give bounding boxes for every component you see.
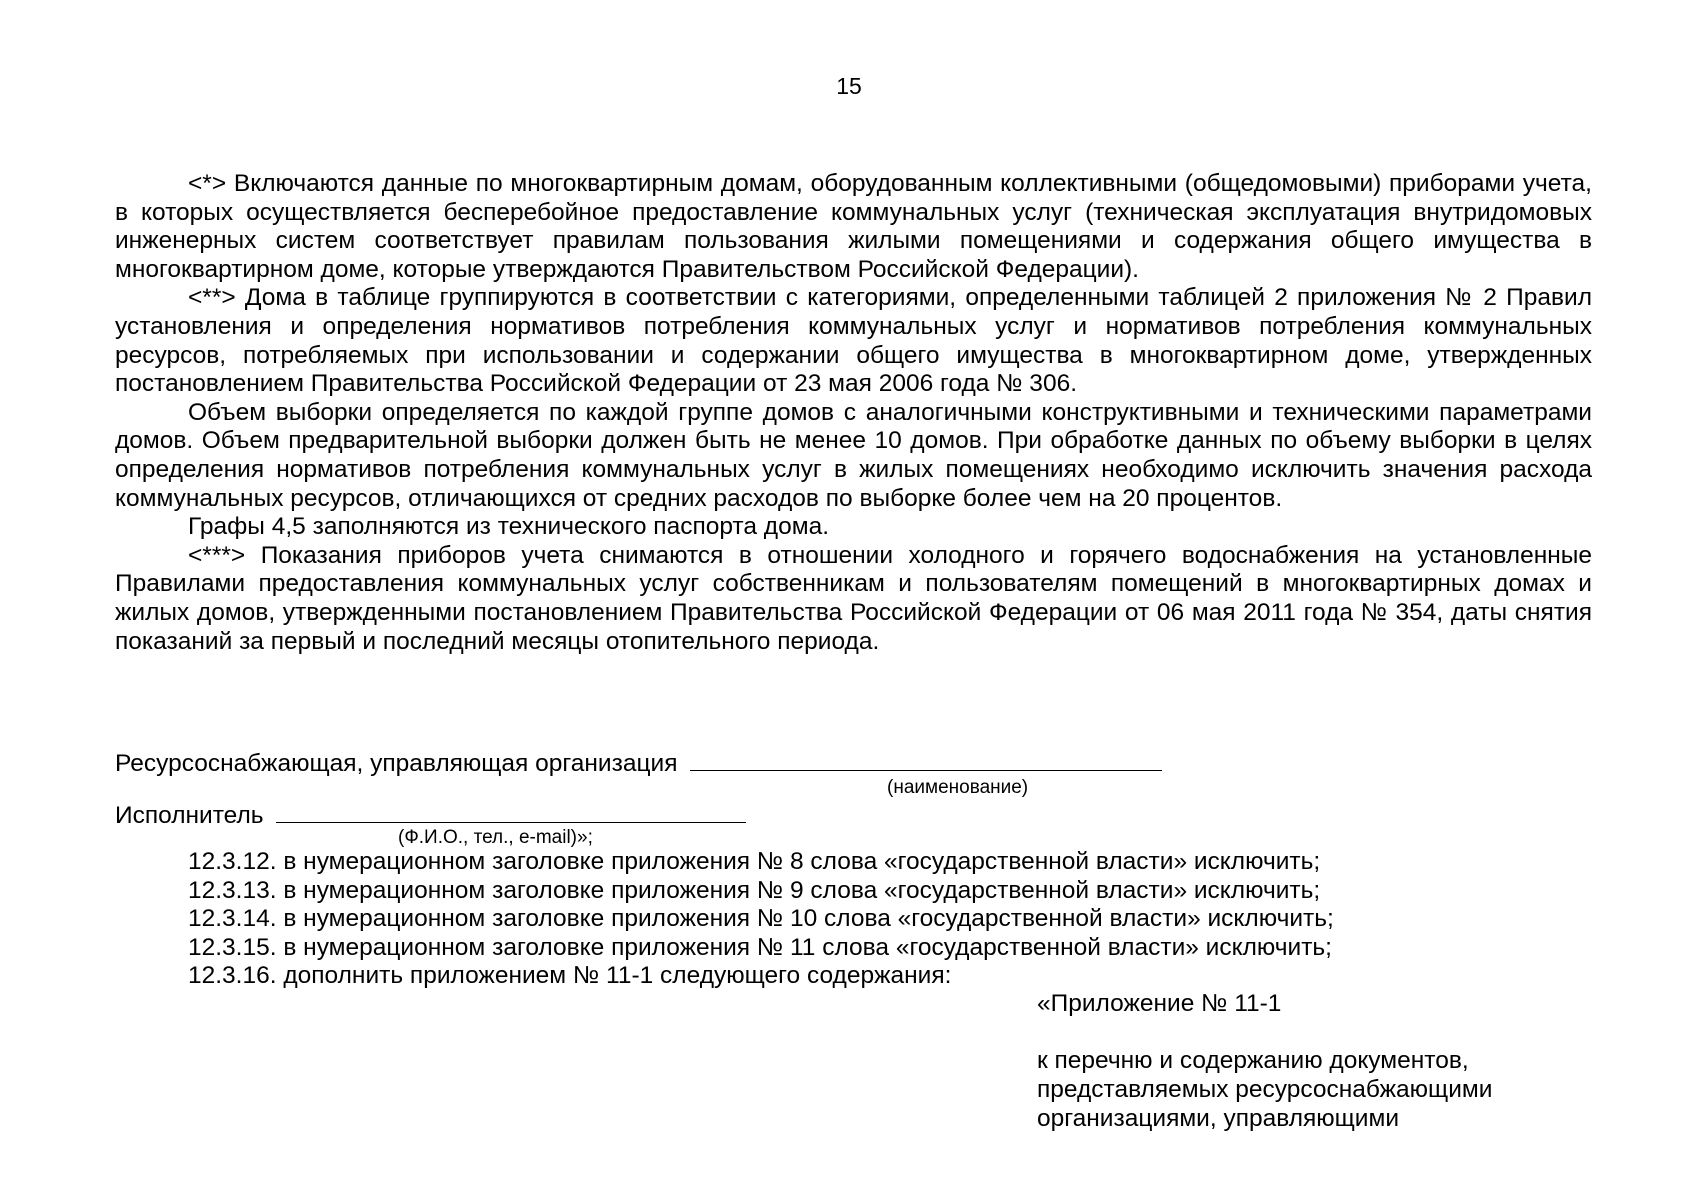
footnotes-section [115, 170, 1592, 656]
amendment-item: 12.3.14. в нумерационном заголовке приложения № 10 слова «государственной власти» исключить; [188, 905, 1334, 933]
appendix-line: организациями, управляющими [1037, 1105, 1400, 1132]
amendment-item: 12.3.16. дополнить приложением № 11-1 следующего содержания: [188, 962, 952, 990]
footnote-paragraph-2: <**> Дома в таблице группируются в соответствии с категориями, определенными таблицей 2 приложения № 2 Правил установления и определения нормативов потребления коммунальных услуг и нормативов потребления коммунальных ресурсов, потребляемых при использовании и содержании общего имущества в многоквартирном доме, утвержденных постановлением Правительства Российской Федерации от 23 мая 2006 года № 306. [115, 284, 1592, 398]
amendment-item: 12.3.15. в нумерационном заголовке приложения № 11 слова «государственной власти» исключить; [188, 933, 1332, 961]
amendment-item: 12.3.12. в нумерационном заголовке приложения № 8 слова «государственной власти» исключить; [188, 848, 1321, 875]
executor-label: Исполнитель [115, 802, 264, 829]
organization-blank-line [690, 746, 1162, 771]
organization-signature-row [115, 746, 1162, 779]
amendment-item: 12.3.13. в нумерационном заголовке приложения № 9 слова «государственной власти» исключить; [188, 876, 1321, 904]
organization-caption: (наименование) [887, 777, 1029, 798]
footnote-paragraph-3: <***> Показания приборов учета снимаются в отношении холодного и горячего водоснабжения на установленные Правилами предоставления коммунальных услуг собственникам и пользователям помещений в многоквартирных домах и жилых домов, утвержденными постановлением Правительства Российской Федерации от 06 мая 2011 года № 354, даты снятия показаний за первый и последний месяцы отопительного периода. [115, 541, 1592, 655]
appendix-title: «Приложение № 11-1 [1037, 990, 1282, 1017]
executor-blank-line [276, 798, 746, 823]
amendments-list [188, 848, 1334, 991]
footnote-paragraph-1: <*> Включаются данные по многоквартирным домам, оборудованным коллективными (общедомовыми) приборами учета, в которых осуществляется бесперебойное предоставление коммунальных услуг (техническая эксплуатация внутридомовых инженерных систем соответствует правилам пользования жилыми помещениями и содержания общего имущества в многоквартирном доме, которые утверждаются Правительством Российской Федерации). [115, 170, 1592, 283]
organization-label: Ресурсоснабжающая, управляющая организация [115, 750, 678, 777]
executor-signature-row [115, 798, 746, 831]
appendix-line: представляемых ресурсоснабжающими [1037, 1076, 1493, 1103]
columns-note-paragraph: Графы 4,5 заполняются из технического паспорта дома. [188, 513, 830, 541]
page-number: 15 [836, 73, 862, 99]
executor-caption: (Ф.И.О., тел., e-mail)»; [398, 827, 593, 848]
appendix-line: к перечню и содержанию документов, [1037, 1047, 1469, 1074]
sample-volume-paragraph: Объем выборки определяется по каждой группе домов с аналогичными конструктивными и техническими параметрами домов. Объем предварительной выборки должен быть не менее 10 домов. При обработке данных по объему выборки в целях определения нормативов потребления коммунальных услуг в жилых помещениях необходимо исключить значения расхода коммунальных ресурсов, отличающихся от средних расходов по выборке более чем на 20 процентов. [115, 398, 1592, 512]
